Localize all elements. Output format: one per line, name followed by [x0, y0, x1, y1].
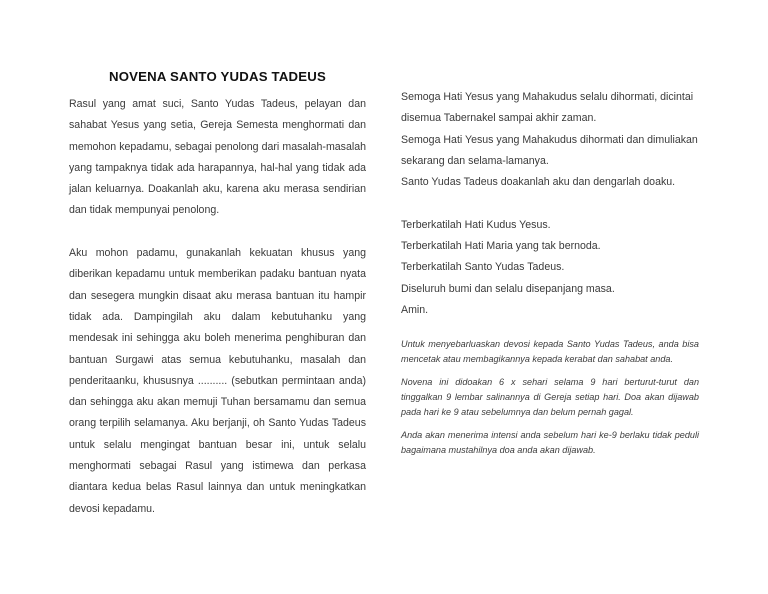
document-title: NOVENA SANTO YUDAS TADEUS: [108, 69, 326, 84]
note-1: Untuk menyebarluaskan devosi kepada Santo Yudas Tadeus, anda bisa mencetak atau membagikannya kepada kerabat dan sahabat anda.: [401, 339, 699, 365]
left-column: [69, 66, 366, 520]
invocation-line-4: sekarang dan selama-lamanya.: [401, 154, 549, 167]
blessing-line-3: Terberkatilah Santo Yudas Tadeus.: [401, 261, 565, 274]
notes-section: [401, 337, 699, 458]
invocation-line-2: disemua Tabernakel sampai akhir zaman.: [401, 112, 597, 125]
right-column: [401, 87, 699, 466]
paragraph-spacer: [69, 222, 366, 243]
blessing-line-1: Terberkatilah Hati Kudus Yesus.: [401, 218, 551, 231]
blessing-line-4: Diseluruh bumi dan selalu disepanjang masa.: [401, 282, 615, 295]
invocation-line-1: Semoga Hati Yesus yang Mahakudus selalu dihormati, dicintai: [401, 91, 694, 103]
amen-line: Amin.: [401, 303, 429, 316]
note-3: Anda akan menerima intensi anda sebelum hari ke-9 berlaku tidak peduli bagaimana mustahilnya doa anda akan dijawab.: [401, 430, 699, 456]
invocation-line-5: Santo Yudas Tadeus doakanlah aku dan dengarlah doaku.: [401, 176, 676, 189]
blessing-line-2: Terberkatilah Hati Maria yang tak bernoda.: [401, 240, 601, 253]
section-spacer: [401, 193, 699, 214]
prayer-paragraph-2: Aku mohon padamu, gunakanlah kekuatan khusus yang diberikan kepadamu untuk memberikan padaku bantuan nyata dan sesegera mungkin disaat aku merasa bantuan itu hampir tidak ada. Dampingilah aku dalam kebutuhanku yang mendesak ini sehingga aku boleh menerima penghiburan dan bantuan Surgawi atas semua kebutuhanku, masalah dan penderitaanku, khususnya .......... (sebutkan permintaan anda) dan sehingga aku akan memuji Tuhan bersamamu dan semua orang terpilih selamanya. Aku berjanji, oh Santo Yudas Tadeus untuk selalu mengingat bantuan besar ini, untuk selalu menghormati sebagai Rasul yang istimewa dan perkasa diantara kedua belas Rasul lainnya dan untuk meningkatkan devosi kepadamu.: [69, 247, 366, 515]
prayer-paragraph-1: Rasul yang amat suci, Santo Yudas Tadeus, pelayan dan sahabat Yesus yang setia, Gereja Semesta menghormati dan memohon kepadamu, sebagai penolong dari masalah-masalah yang tampaknya tidak ada harapannya, hal-hal yang tidak ada jalan keluarnya. Doakanlah aku, karena aku merasa sendirian dan tidak mempunyai penolong.: [69, 98, 366, 217]
note-2: Novena ini didoakan 6 x sehari selama 9 hari berturut-turut dan tinggalkan 9 lembar salinannya di Gereja setiap hari. Doa akan dijawab pada hari ke 9 atau sebelumnya dan belum pernah gagal.: [401, 377, 699, 418]
invocation-line-3: Semoga Hati Yesus yang Mahakudus dihormati dan dimuliakan: [401, 133, 698, 146]
